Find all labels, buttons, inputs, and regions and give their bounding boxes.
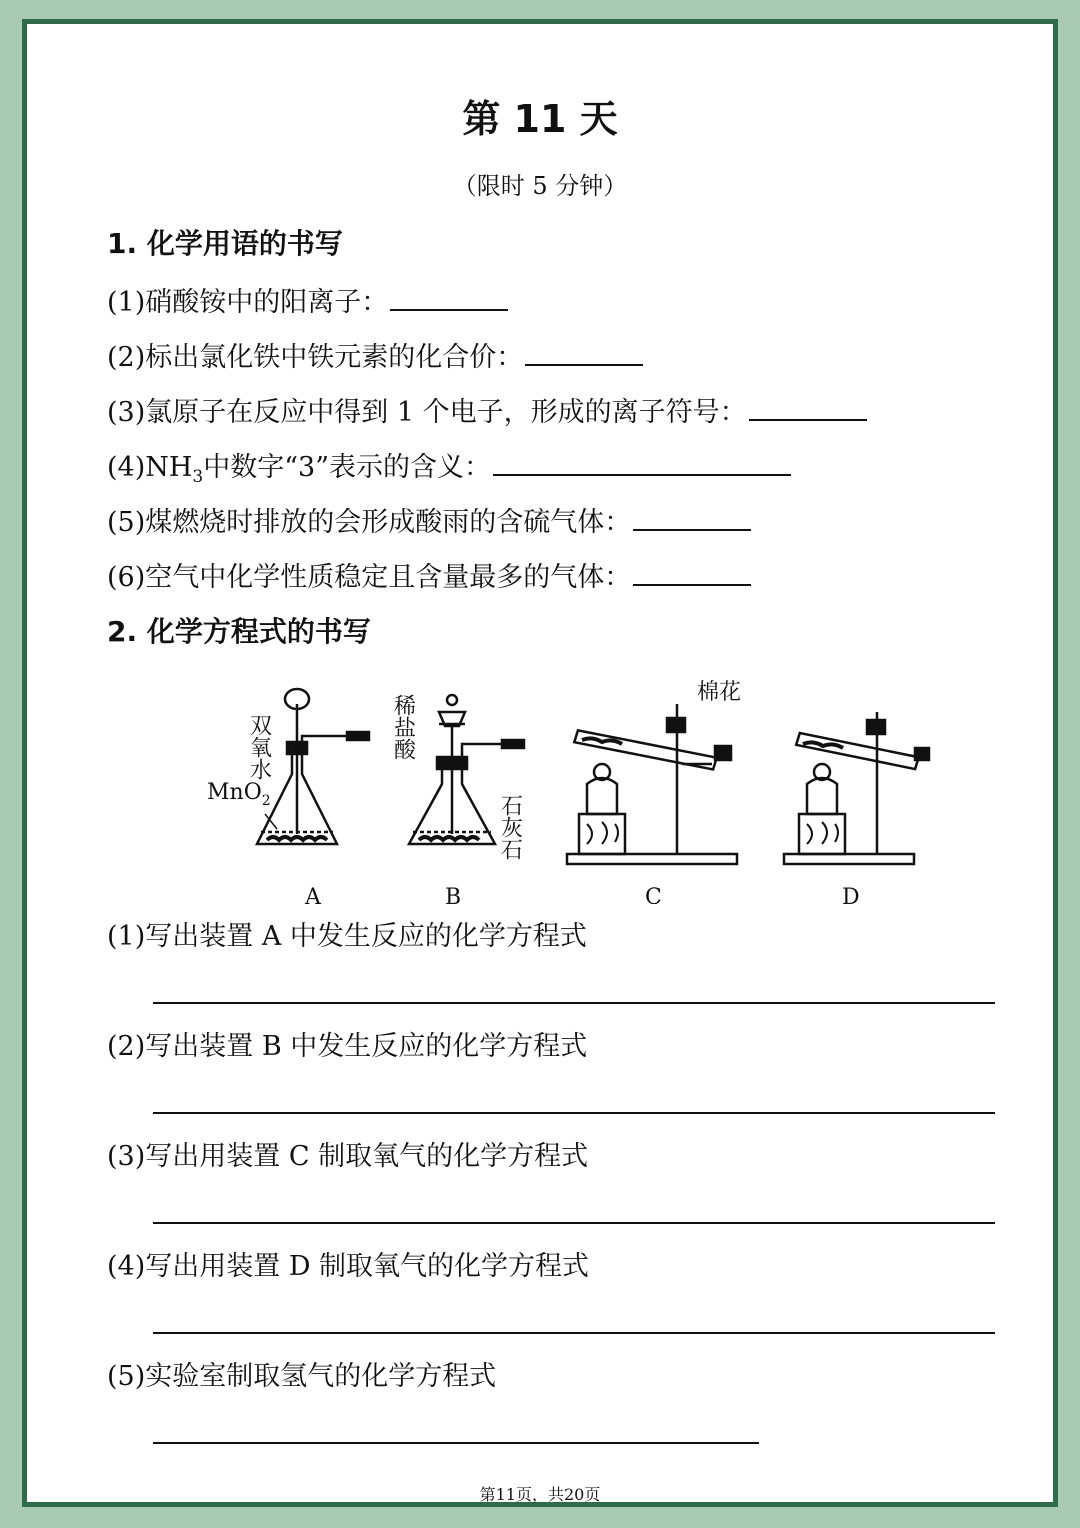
worksheet-page — [22, 19, 1058, 1507]
question-1-1: (1)硝酸铵中的阳离子： — [107, 280, 508, 319]
page-footer: 第11页，共20页 — [479, 1485, 601, 1504]
apparatus-b — [391, 694, 525, 904]
question-2-3: (3)写出用装置 C 制取氧气的化学方程式 — [107, 1141, 589, 1172]
answer-blank-1-2[interactable] — [525, 338, 643, 366]
label-hcl: 稀盐酸 — [390, 694, 416, 760]
question-1-2: (2)标出氯化铁中铁元素的化合价： — [107, 335, 643, 374]
label-a: A — [305, 885, 321, 904]
time-limit: （限时 5 分钟） — [452, 172, 628, 200]
question-2-1: (1)写出装置 A 中发生反应的化学方程式 — [107, 921, 587, 952]
answer-line-2-2[interactable] — [153, 1112, 995, 1114]
question-1-5: (5)煤燃烧时排放的会形成酸雨的含硫气体： — [107, 500, 751, 539]
label-b: B — [445, 885, 462, 904]
apparatus-c — [567, 680, 741, 904]
question-2-4: (4)写出用装置 D 制取氧气的化学方程式 — [107, 1251, 590, 1282]
section-1-heading: 1. 化学用语的书写 — [107, 227, 343, 260]
apparatus-d — [784, 712, 929, 904]
label-limestone: 石灰石 — [497, 794, 523, 860]
answer-blank-1-4[interactable] — [493, 448, 791, 476]
answer-line-2-5[interactable] — [153, 1442, 759, 1444]
label-d: D — [842, 885, 860, 904]
section-2-heading: 2. 化学方程式的书写 — [107, 615, 371, 648]
label-h2o2: 双氧水 — [246, 714, 272, 780]
label-c: C — [645, 885, 662, 904]
label-mno2: MnO$_2$ — [207, 780, 271, 809]
label-cotton: 棉花 — [697, 680, 742, 705]
answer-blank-1-1[interactable] — [390, 283, 508, 311]
question-1-6: (6)空气中化学性质稳定且含量最多的气体： — [107, 555, 751, 594]
answer-line-2-3[interactable] — [153, 1222, 995, 1224]
page-title: 第 11 天 — [462, 97, 618, 141]
answer-blank-1-5[interactable] — [633, 503, 751, 531]
question-2-2: (2)写出装置 B 中发生反应的化学方程式 — [107, 1031, 588, 1062]
question-1-4: $(4)NH_3$中数字“3”表示的含义： — [107, 445, 791, 484]
apparatus-diagram — [177, 664, 937, 904]
answer-blank-1-3[interactable] — [749, 393, 867, 421]
question-1-3: (3)氯原子在反应中得到 1 个电子，形成的离子符号： — [107, 390, 867, 429]
apparatus-a — [207, 689, 369, 904]
answer-line-2-1[interactable] — [153, 1002, 995, 1004]
answer-line-2-4[interactable] — [153, 1332, 995, 1334]
answer-blank-1-6[interactable] — [633, 558, 751, 586]
question-2-5: (5)实验室制取氢气的化学方程式 — [107, 1361, 497, 1392]
